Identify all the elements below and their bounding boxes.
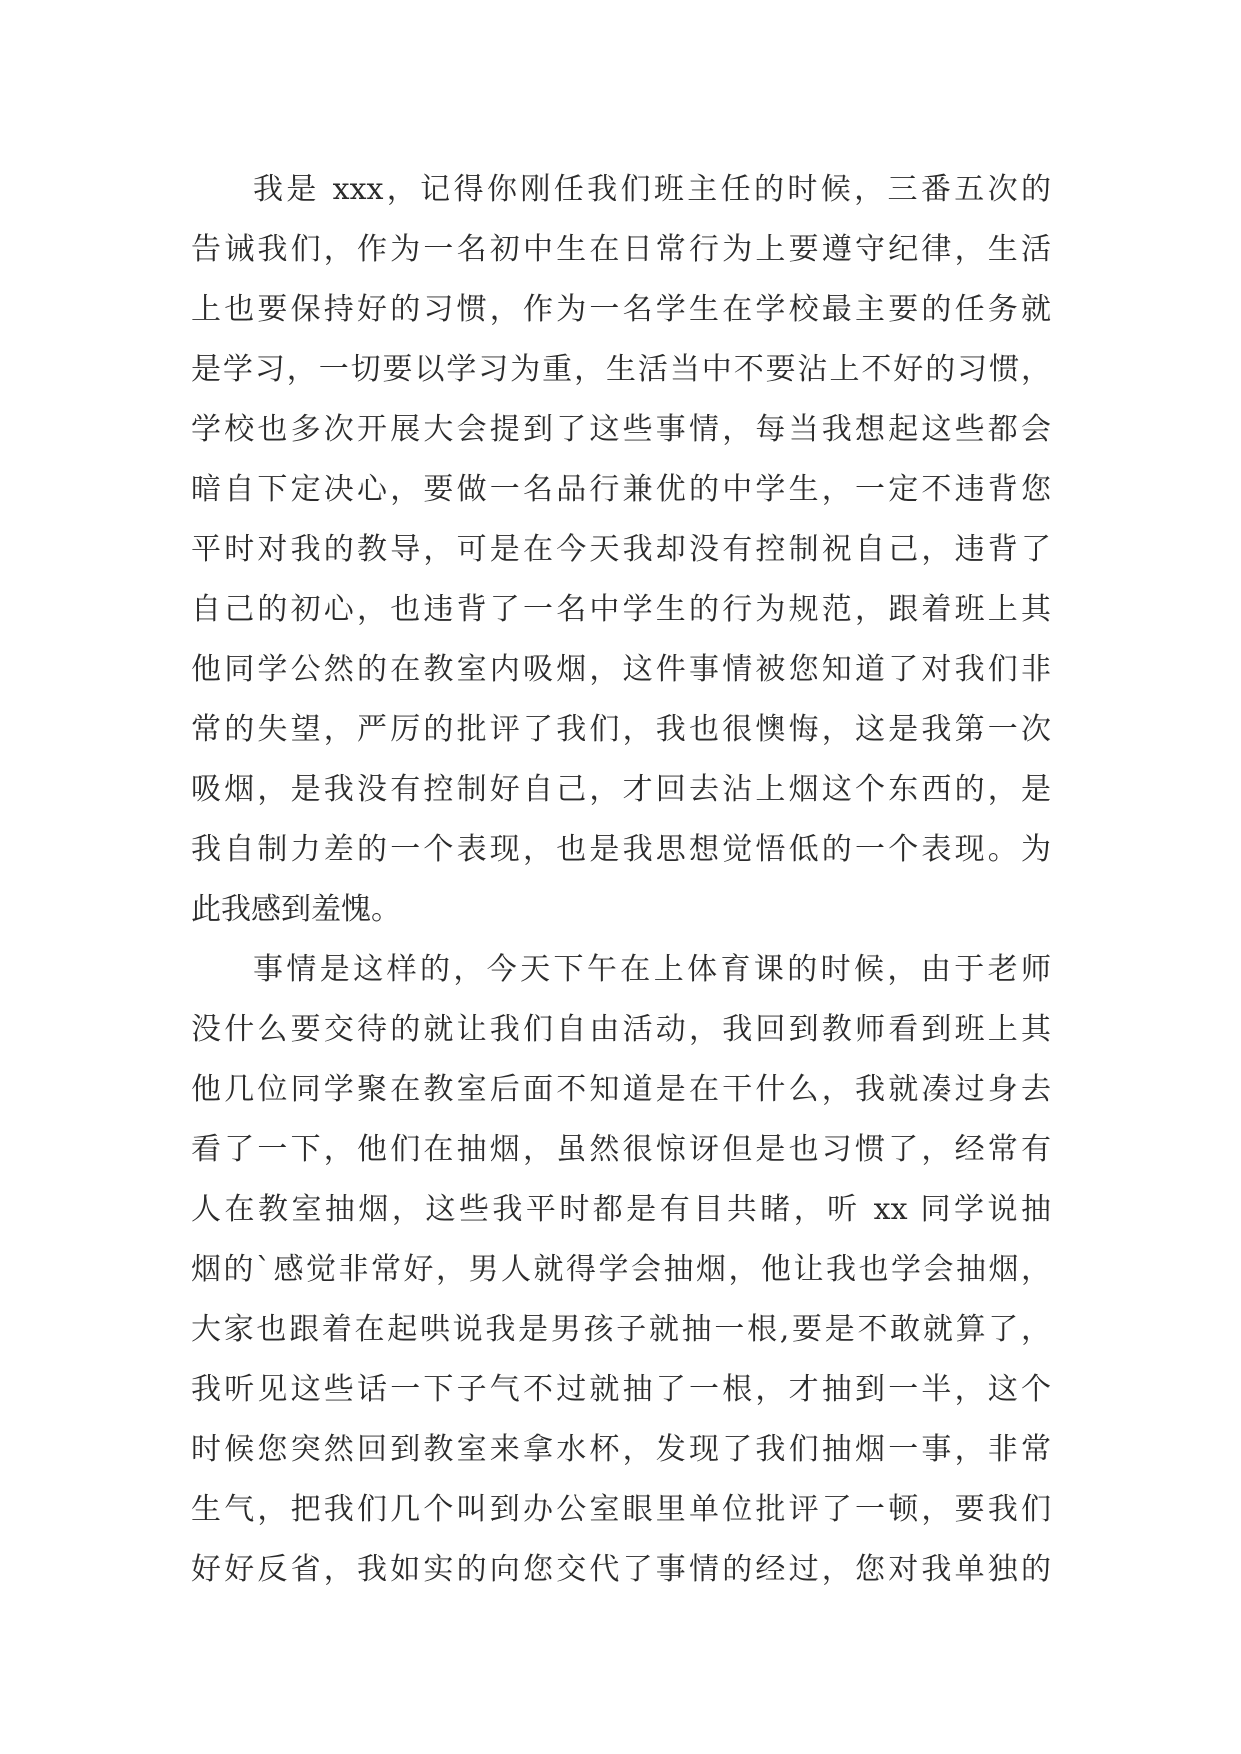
- paragraph-2-line-9: 时候您突然回到教室来拿水杯，发现了我们抽烟一事，非常: [191, 1432, 1051, 1467]
- paragraph-1-line-8: 自己的初心，也违背了一名中学生的行为规范，跟着班上其: [191, 592, 1051, 627]
- paragraph-1-line-7: 平时对我的教导，可是在今天我却没有控制祝自己，违背了: [191, 532, 1051, 567]
- paragraph-1-line-4: 是学习，一切要以学习为重，生活当中不要沾上不好的习惯，: [191, 352, 1051, 387]
- paragraph-1-line-2: 告诫我们，作为一名初中生在日常行为上要遵守纪律，生活: [191, 232, 1051, 267]
- paragraph-1-line-1: 我是 xxx，记得你刚任我们班主任的时候，三番五次的: [253, 172, 1051, 207]
- paragraph-2-line-1: 事情是这样的，今天下午在上体育课的时候，由于老师: [253, 952, 1051, 987]
- paragraph-2-line-6: 烟的`感觉非常好，男人就得学会抽烟，他让我也学会抽烟，: [191, 1252, 1051, 1287]
- paragraph-2-line-8: 我听见这些话一下子气不过就抽了一根，才抽到一半，这个: [191, 1372, 1051, 1407]
- paragraph-2-line-11: 好好反省，我如实的向您交代了事情的经过，您对我单独的: [191, 1552, 1051, 1587]
- document-body: [191, 160, 1051, 1600]
- paragraph-2-line-10: 生气，把我们几个叫到办公室眼里单位批评了一顿，要我们: [191, 1492, 1051, 1527]
- paragraph-1-line-13: 此我感到羞愧。: [191, 892, 401, 927]
- paragraph-1-line-5: 学校也多次开展大会提到了这些事情，每当我想起这些都会: [191, 412, 1051, 447]
- paragraph-1-line-6: 暗自下定决心，要做一名品行兼优的中学生，一定不违背您: [191, 472, 1051, 507]
- paragraph-2-line-5: 人在教室抽烟，这些我平时都是有目共睹，听 xx 同学说抽: [191, 1192, 1051, 1227]
- paragraph-1-line-11: 吸烟，是我没有控制好自己，才回去沾上烟这个东西的，是: [191, 772, 1051, 807]
- paragraph-2-line-4: 看了一下，他们在抽烟，虽然很惊讶但是也习惯了，经常有: [191, 1132, 1051, 1167]
- paragraph-2-line-2: 没什么要交待的就让我们自由活动，我回到教师看到班上其: [191, 1012, 1051, 1047]
- paragraph-2-line-7: 大家也跟着在起哄说我是男孩子就抽一根,要是不敢就算了，: [191, 1312, 1051, 1347]
- paragraph-1-line-10: 常的失望，严厉的批评了我们，我也很懊悔，这是我第一次: [191, 712, 1051, 747]
- paragraph-2-line-3: 他几位同学聚在教室后面不知道是在干什么，我就凑过身去: [191, 1072, 1051, 1107]
- paragraph-1-line-12: 我自制力差的一个表现，也是我思想觉悟低的一个表现。为: [191, 832, 1051, 867]
- paragraph-1-line-9: 他同学公然的在教室内吸烟，这件事情被您知道了对我们非: [191, 652, 1051, 687]
- paragraph-1-line-3: 上也要保持好的习惯，作为一名学生在学校最主要的任务就: [191, 292, 1051, 327]
